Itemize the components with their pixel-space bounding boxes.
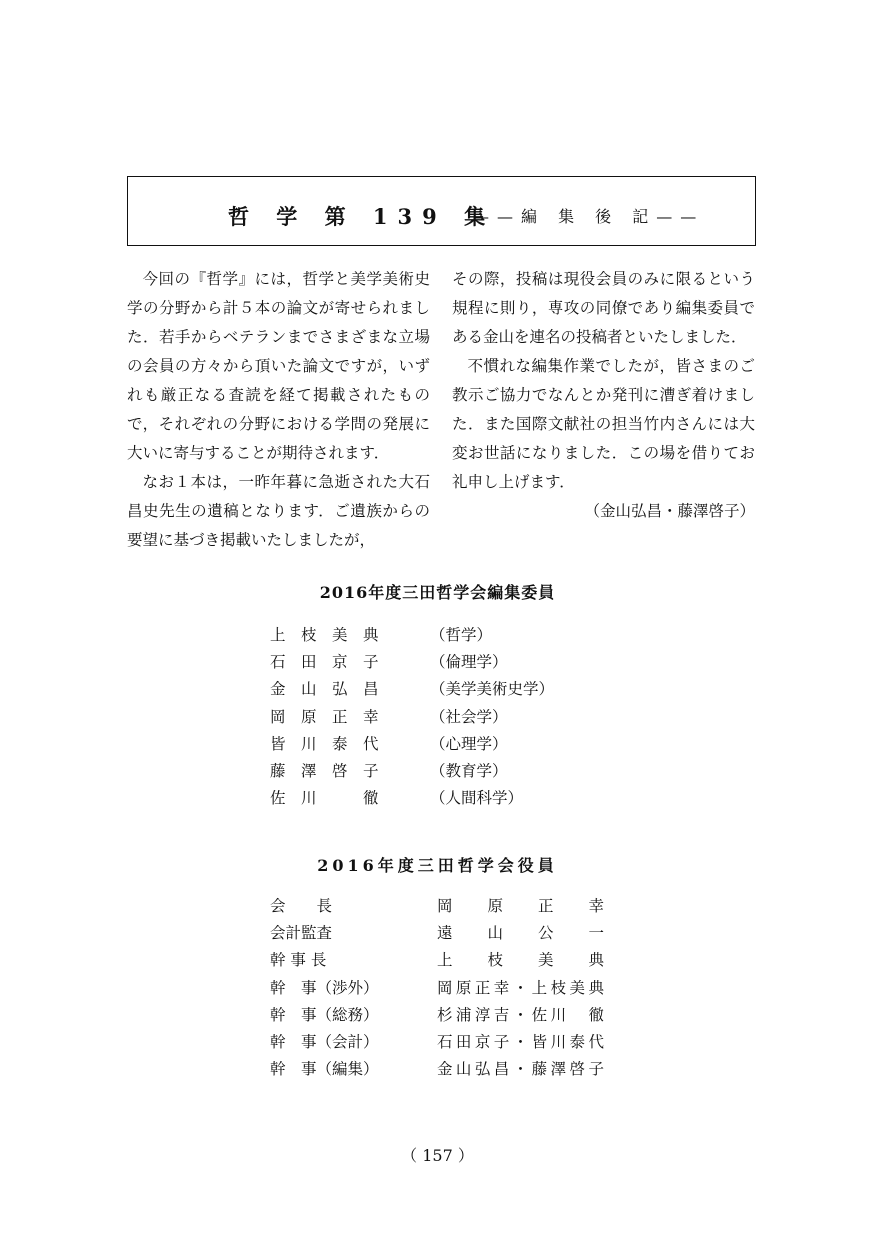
afterword-paragraph: 不慣れな編集作業でしたが，皆さまのご教示ご協力でなんとか発刊に漕ぎ着けました．また国際文献社の担当竹内さんには大変お世話になりました．この場を借りてお礼申し上げます．: [452, 357, 755, 491]
member-name: 皆 川 泰 代: [270, 734, 379, 753]
officer-name: 遠山公一: [437, 924, 604, 943]
member-name: 佐 川 徹: [270, 789, 379, 808]
officer-role: 幹 事（編集）: [270, 1060, 379, 1079]
officers-title: 2016年度三田哲学会役員: [317, 856, 558, 875]
officer-row: [270, 947, 604, 974]
committee-member-row: [270, 785, 554, 812]
officer-row: [270, 920, 604, 947]
afterword-paragraph: その際，投稿は現役会員のみに限るという規程に則り，専攻の同僚であり編集委員である金山を連名の投稿者といたしました．: [452, 270, 755, 346]
journal-title: 哲 学 第 139 集: [228, 204, 496, 229]
member-field: （美学美術史学）: [430, 680, 555, 699]
committee-member-row: [270, 649, 554, 676]
officer-row: [270, 1002, 604, 1029]
afterword-paragraph: なお１本は，一昨年暮に急逝された大石昌史先生の遺稿となります．ご遺族からの要望に基づき掲載いたしましたが，: [127, 473, 430, 549]
officers-list: [270, 893, 604, 1083]
afterword-paragraph: 今回の『哲学』には，哲学と美学美術史学の分野から計５本の論文が寄せられました．若手からベテランまでさまざまな立場の会員の方々から頂いた論文ですが，いずれも厳正なる査読を経て掲載されたもので，それぞれの分野における学問の発展に大いに寄与することが期待されます．: [127, 270, 430, 462]
afterword-left-column: [127, 265, 430, 555]
committee-member-row: [270, 676, 554, 703]
officer-name: 石田京子・皆川泰代: [437, 1032, 604, 1051]
member-name: 金 山 弘 昌: [270, 680, 379, 699]
officer-role: 会計監査: [270, 924, 333, 943]
afterword-right-column: [452, 265, 755, 526]
officer-row: [270, 1056, 604, 1083]
committee-member-row: [270, 758, 554, 785]
member-name: 上 枝 美 典: [270, 626, 379, 644]
committee-member-row: [270, 731, 554, 758]
committee-member-row: [270, 622, 554, 649]
member-field: （心理学）: [430, 734, 508, 753]
member-field: （教育学）: [430, 761, 508, 780]
member-field: （人間科学）: [430, 789, 524, 808]
title-box: [127, 176, 756, 246]
member-name: 石 田 京 子: [270, 653, 379, 672]
officer-role: 幹 事（渉外）: [270, 978, 379, 997]
officer-role: 幹 事（総務）: [270, 1005, 379, 1024]
member-name: 藤 澤 啓 子: [270, 761, 379, 780]
officer-name: 杉浦淳吉・佐川 徹: [437, 1005, 604, 1024]
officer-row: [270, 893, 604, 920]
committee-member-row: [270, 704, 554, 731]
member-name: 岡 原 正 幸: [270, 707, 379, 726]
officer-name: 金山弘昌・藤澤啓子: [437, 1060, 604, 1079]
officer-name: 岡原正幸: [437, 897, 604, 915]
editorial-committee-title: 2016年度三田哲学会編集委員: [319, 583, 556, 602]
officer-name: 岡原正幸・上枝美典: [437, 978, 604, 997]
officer-row: [270, 1029, 604, 1056]
editorial-committee-list: [270, 622, 554, 812]
officer-role: 幹 事 長: [270, 951, 327, 970]
officer-role: 幹 事（会計）: [270, 1032, 379, 1051]
officer-name: 上枝美典: [437, 951, 604, 970]
member-field: （倫理学）: [430, 653, 508, 672]
member-field: （哲学）: [430, 626, 493, 644]
page-number: （ 157 ）: [401, 1146, 474, 1165]
member-field: （社会学）: [430, 707, 508, 726]
officer-role: 会 長: [270, 897, 333, 915]
afterword-heading: ——編 集 後 記——: [473, 207, 705, 226]
officer-row: [270, 975, 604, 1002]
afterword-signature: （金山弘昌・藤澤啓子）: [584, 502, 755, 520]
